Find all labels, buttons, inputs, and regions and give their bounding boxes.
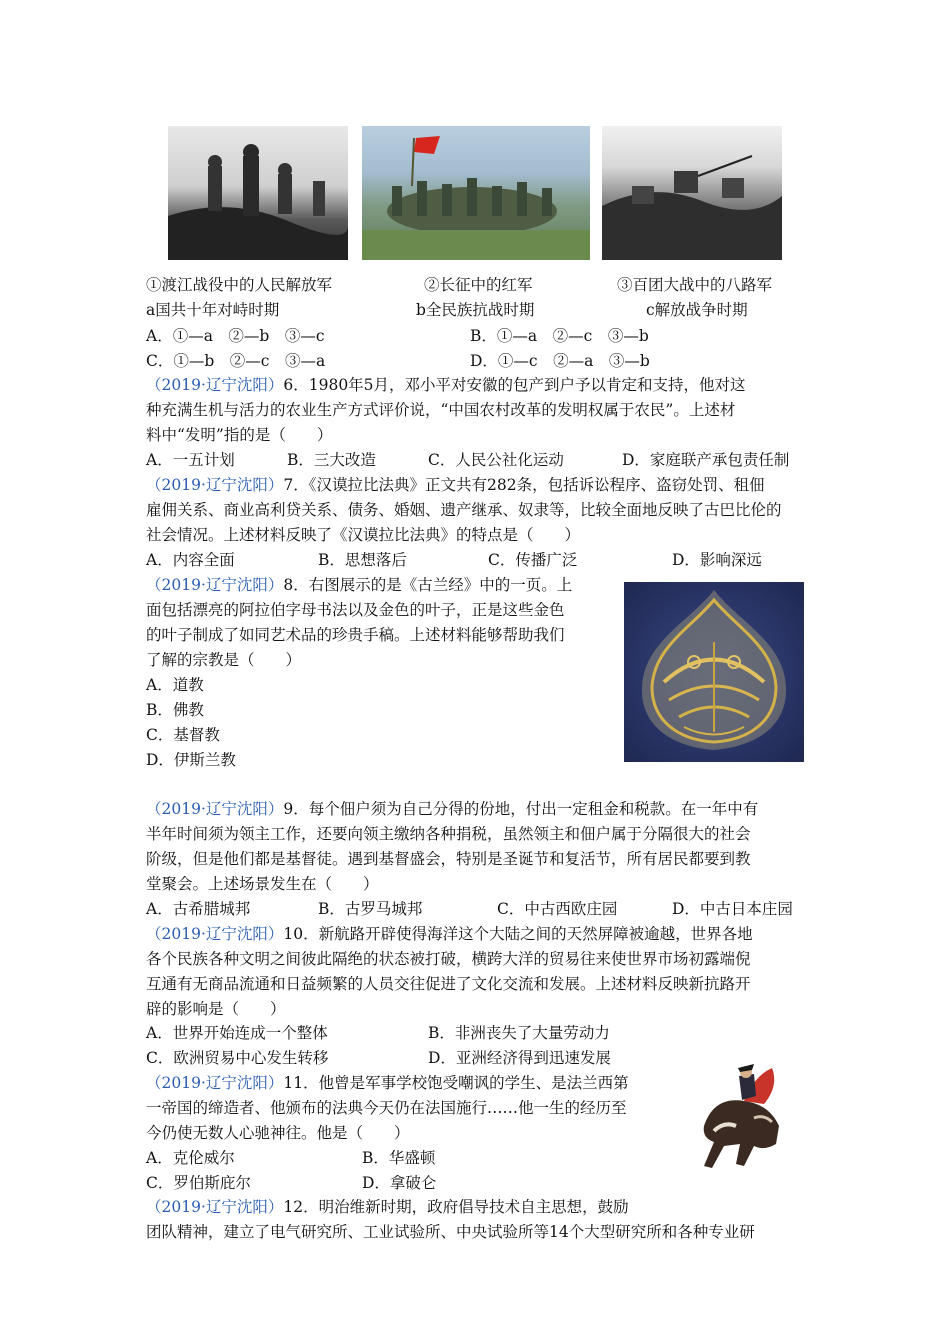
q10-line-1: （2019·辽宁沈阳）10．新航路开辟使得海洋这个大陆之间的天然屏障被逾越，世界各地 [146, 925, 753, 943]
q12-line-1: （2019·辽宁沈阳）12．明治维新时期，政府倡导技术自主思想，鼓励 [146, 1198, 629, 1216]
q7-option-c: C．传播广泛 [488, 551, 578, 569]
q10-option-c: C．欧洲贸易中心发生转移 [146, 1049, 329, 1067]
golden-leaf-drawing [624, 582, 804, 762]
photo-hundred-regiments-offensive [602, 126, 782, 260]
q7-option-a: A．内容全面 [146, 551, 235, 569]
q7-option-d: D．影响深远 [672, 551, 762, 569]
photo2-drawing [362, 126, 590, 260]
period-c: c解放战争时期 [646, 301, 748, 319]
q11-option-d: D．拿破仑 [362, 1174, 437, 1192]
q10-option-b: B．非洲丧失了大量劳动力 [428, 1024, 610, 1042]
q12-source: （2019·辽宁沈阳） [146, 1198, 284, 1216]
q6-line-2: 种充满生机与活力的农业生产方式评价说，“中国农村改革的发明权属于农民”。上述材 [146, 401, 736, 419]
photo1-caption: ①渡江战役中的人民解放军 [146, 276, 333, 294]
q8-line-2: 面包括漂亮的阿拉伯字母书法以及金色的叶子，正是这些金色 [146, 601, 565, 619]
q6-option-c: C．人民公社化运动 [428, 451, 564, 469]
photo-crossing-river-campaign [168, 126, 348, 260]
q10-line-2: 各个民族各种文明之间彼此隔绝的状态被打破，横跨大洋的贸易往来使世界市场初露端倪 [146, 950, 751, 968]
q11-option-a: A．克伦威尔 [146, 1149, 235, 1167]
q11-option-b: B．华盛顿 [362, 1149, 436, 1167]
q8-option-b: B．佛教 [146, 701, 204, 719]
q8-option-c: C．基督教 [146, 726, 220, 744]
q9-source: （2019·辽宁沈阳） [146, 800, 284, 818]
q8-line-1: （2019·辽宁沈阳）8．右图展示的是《古兰经》中的一页。上 [146, 576, 573, 594]
q6-option-d: D．家庭联产承包责任制 [622, 451, 790, 469]
q9-line-4: 堂聚会。上述场景发生在（ ） [146, 875, 379, 893]
q7-line-1: （2019·辽宁沈阳）7．《汉谟拉比法典》正文共有282条，包括诉讼程序、盗窃处罚、租佃 [146, 476, 765, 494]
q9-option-d: D．中古日本庄园 [672, 900, 793, 918]
q6-line-3: 料中“发明”指的是（ ） [146, 426, 333, 444]
napoleon-drawing [684, 1056, 796, 1180]
q7-source: （2019·辽宁沈阳） [146, 476, 284, 494]
q8-line-3: 的叶子制成了如同艺术品的珍贵手稿。上述材料能够帮助我们 [146, 626, 565, 644]
q7-line-3: 社会情况。上述材料反映了《汉谟拉比法典》的特点是（ ） [146, 526, 581, 544]
q5-option-c: C．①—b ②—c ③—a [146, 352, 326, 370]
q10-option-d: D．亚洲经济得到迅速发展 [428, 1049, 611, 1067]
q11-source: （2019·辽宁沈阳） [146, 1074, 284, 1092]
q6-line-1: （2019·辽宁沈阳）6．1980年5月，邓小平对安徽的包产到户予以肯定和支持，他对这 [146, 376, 746, 394]
q8-source: （2019·辽宁沈阳） [146, 576, 284, 594]
q9-line-2: 半年时间须为领主工作，还要向领主缴纳各种捐税，虽然领主和佃户属于分隔很大的社会 [146, 825, 751, 843]
photo1-drawing [168, 126, 348, 260]
q9-option-a: A．古希腊城邦 [146, 900, 251, 918]
photo2-caption: ②长征中的红军 [424, 276, 533, 294]
q5-option-a: A．①—a ②—b ③—c [146, 327, 325, 345]
q7-option-b: B．思想落后 [318, 551, 407, 569]
q12-line-2: 团队精神，建立了电气研究所、工业试验所、中央试验所等14个大型研究所和各种专业研 [146, 1223, 755, 1241]
period-b: b全民族抗战时期 [416, 301, 535, 319]
photo-long-march-red-army [362, 126, 590, 260]
q9-line-3: 阶级，但是他们都是基督徒。遇到基督盛会，特别是圣诞节和复活节，所有居民都要到教 [146, 850, 751, 868]
q7-line-2: 雇佣关系、商业高利贷关系、债务、婚姻、遗产继承、奴隶等，比较全面地反映了古巴比伦的 [146, 501, 782, 519]
q8-option-a: A．道教 [146, 676, 204, 694]
q11-line-2: 一帝国的缔造者、他颁布的法典今天仍在法国施行……他一生的经历至 [146, 1099, 627, 1117]
photo3-caption: ③百团大战中的八路军 [617, 276, 773, 294]
photo3-drawing [602, 126, 782, 260]
q6-option-a: A．一五计划 [146, 451, 235, 469]
q6-source: （2019·辽宁沈阳） [146, 376, 284, 394]
q5-option-b: B．①—a ②—c ③—b [470, 327, 649, 345]
period-a: a国共十年对峙时期 [146, 301, 280, 319]
q9-line-1: （2019·辽宁沈阳）9．每个佃户须为自己分得的份地，付出一定租金和税款。在一年中有 [146, 800, 759, 818]
q11-line-1: （2019·辽宁沈阳）11．他曾是军事学校饱受嘲讽的学生、是法兰西第 [146, 1074, 629, 1092]
q10-source: （2019·辽宁沈阳） [146, 925, 284, 943]
q9-option-b: B．古罗马城邦 [318, 900, 423, 918]
q11-option-c: C．罗伯斯庇尔 [146, 1174, 251, 1192]
q8-option-d: D．伊斯兰教 [146, 751, 236, 769]
q10-option-a: A．世界开始连成一个整体 [146, 1024, 328, 1042]
q11-line-3: 今仍使无数人心驰神往。他是（ ） [146, 1124, 410, 1142]
q9-option-c: C．中古西欧庄园 [497, 900, 618, 918]
q10-line-3: 互通有无商品流通和日益频繁的人员交往促进了文化交流和发展。上述材料反映新抗路开 [146, 975, 751, 993]
q8-line-4: 了解的宗教是（ ） [146, 651, 302, 669]
q10-line-4: 辟的影响是（ ） [146, 1000, 286, 1018]
q5-option-d: D．①—c ②—a ③—b [470, 352, 650, 370]
quran-golden-leaf-image [624, 582, 804, 762]
napoleon-crossing-alps-image [684, 1056, 796, 1180]
q6-option-b: B．三大改造 [287, 451, 376, 469]
